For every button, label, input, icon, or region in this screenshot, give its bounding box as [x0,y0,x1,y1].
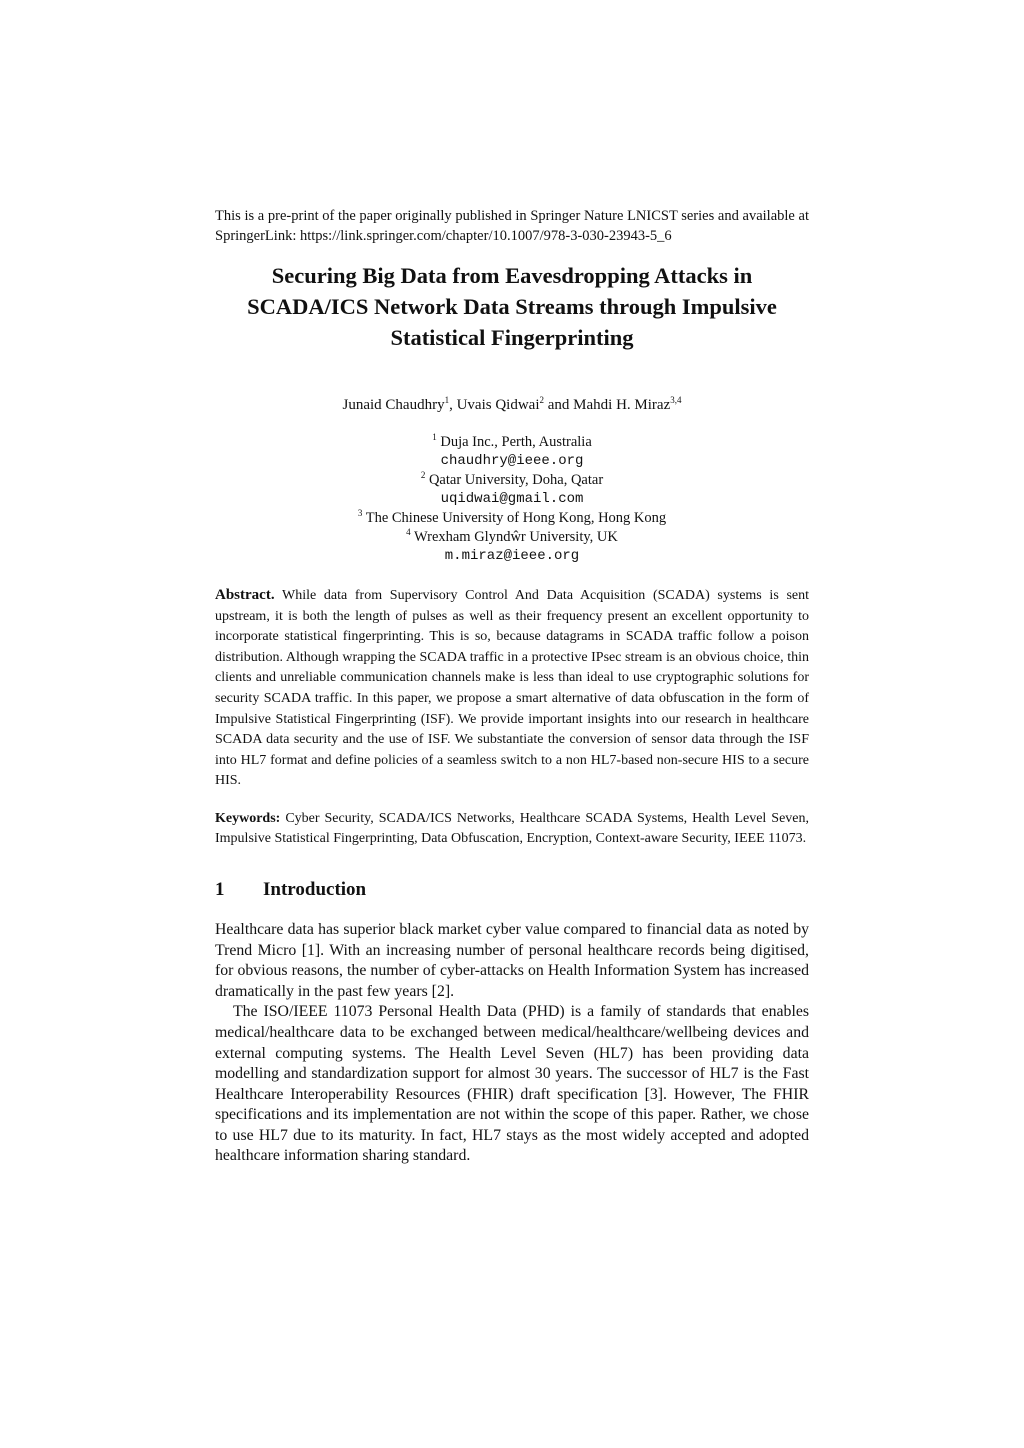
affiliation-sup: 1 [432,432,437,443]
section-heading [215,877,809,903]
author-separator: and [544,397,574,413]
affiliation [215,528,809,547]
title-line: SCADA/ICS Network Data Streams through Impulsive [247,294,777,319]
title-line: Securing Big Data from Eavesdropping Attacks in [271,263,753,288]
keywords-text: Cyber Security, SCADA/ICS Networks, Healthcare SCADA Systems, Health Level Seven, Impulsive Statistical Fingerprinting, Data Obfuscation, Encryption, Context-aware Security, IEEE 11073. [215,810,810,846]
paragraph: The ISO/IEEE 11073 Personal Health Data (PHD) is a family of standards that enables medical/healthcare data to be exchanged between medical/healthcare/wellbeing devices and external computing systems. The Health Level Seven (HL7) has been providing data modelling and standardization support for almost 30 years. The successor of HL7 is the Fast Healthcare Interoperability Resources (FHIR) draft specification [3]. However, The FHIR specifications and its implementation are not within the scope of this paper. Rather, we chose to use HL7 due to its maturity. In fact, HL7 stays as the most widely accepted and adopted healthcare information sharing standard. [215,1003,809,1165]
author-email: m.miraz@ieee.org [444,548,580,564]
affiliation-sup: 4 [406,527,411,538]
affiliation [215,509,809,528]
section-title: Introduction [263,878,367,900]
abstract [215,585,809,792]
affiliation-sup: 3 [357,508,363,519]
affiliation-sup: 2 [420,470,426,481]
author-sup: 3,4 [670,395,682,405]
preprint-note: This is a pre-print of the paper originally published in Springer Nature LNICST series and available at SpringerLink: https://link.springer.com/chapter/10.1007/978-3-030-23943-5_6 [215,208,809,244]
section-body [215,920,809,1167]
keywords-label: Keywords: [215,810,281,826]
author-separator: , [449,397,457,413]
section-number: 1 [215,878,225,900]
author-name: Junaid Chaudhry [342,397,445,413]
title-line: Statistical Fingerprinting [390,325,634,350]
paragraph: Healthcare data has superior black market cyber value compared to financial data as noted by Trend Micro [1]. With an increasing number of personal healthcare records being digitised, for obvious reasons, the number of cyber-attacks on Health Information System has increased dramatically in the past few years [2]. [215,920,809,1000]
author-name: Mahdi H. Miraz [573,397,671,413]
abstract-label: Abstract. [215,587,275,603]
affiliation-text: Duja Inc., Perth, Australia [436,434,592,450]
affiliation [215,433,809,452]
affiliation-text: The Chinese University of Hong Kong, Hong Kong [362,510,667,526]
author-sup: 2 [539,395,544,405]
paper-page [215,206,809,1167]
author-email: uqidwai@gmail.com [440,491,584,507]
author-email: chaudhry@ieee.org [440,453,584,469]
author-sup: 1 [444,395,450,405]
affiliations [215,433,809,566]
author-name: Uvais Qidwai [456,397,540,413]
abstract-text: While data from Supervisory Control And Data Acquisition (SCADA) systems is sent upstream, it is both the length of pulses as well as their frequency present an excellent opportunity to incorporate statistical fingerprinting. This is so, because datagrams in SCADA traffic follow a poison distribution. Although wrapping the SCADA traffic in a protective IPsec stream is an obvious choice, thin clients and unreliable communication channels make is less than ideal to use cryptographic solutions for security SCADA traffic. In this paper, we propose a smart alternative of data obfuscation in the form of Impulsive Statistical Fingerprinting (ISF). We provide important insights into our research in healthcare SCADA data security and the use of ISF. We substantiate the conversion of sensor data through the ISF into HL7 format and define policies of a seamless switch to a non HL7-based non-secure HIS to a secure HIS. [215,588,810,789]
paper-title [215,260,809,353]
affiliation-text: Qatar University, Doha, Qatar [425,472,604,488]
keywords [215,809,809,849]
affiliation-text: Wrexham Glyndŵr University, UK [410,529,618,545]
author-list [215,395,809,415]
affiliation [215,471,809,490]
